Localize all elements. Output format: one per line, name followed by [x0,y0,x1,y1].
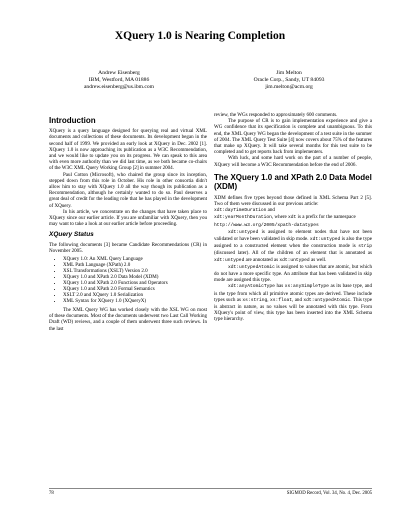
text-run: is assigned to element nodes that have not been validated or have been validated in skip mode. [214,228,372,243]
code-term: xs:float [269,297,292,303]
author-name: Jim Melton [276,70,302,76]
paragraph: review, the WGs responded to approximately 600 comments. [214,112,338,118]
text-run: , where [271,214,289,221]
author-block-1 [54,70,184,91]
section-heading-introduction: Introduction [49,116,96,125]
text-run: is also the type assigned to a constructed element when the construction mode is [214,236,372,250]
list-item: • XSLT 2.0 and XQuery 1.0 Serialization [63,292,207,298]
subsection-heading-status: XQuery Status [49,231,94,239]
list-item: • XQuery 1.0 and XPath 2.0 Formal Semantics [63,286,207,292]
author-block-2 [224,70,354,91]
paragraph [214,283,372,322]
right-column [214,112,372,323]
text-run: as well. [309,256,327,263]
text-run: as its base type, and is the type from which all primitive atomic types are derived. These include types such as [214,283,372,303]
text-run: XDM defines five types beyond those defined in XML Schema Part 2 [5]. Two of them were discussed in our previous article: [214,194,372,208]
code-term: xs:anySimpleType [284,284,329,290]
text-run: has [274,283,285,290]
author-org: Oracle Corp., Sandy, UT 84093 [253,77,325,83]
text-run: . This type is abstract in nature, as no values will be annotated with this type. From XQuery's point of view, this type has been inserted into the XML Schema type hierarchy. [214,296,372,323]
code-term: xdt [288,215,297,221]
text-run: (discussed later). All of the children of an element that is annotated as [214,250,372,257]
namespace-uri: http://www.w3.org/2005/xpath-datatypes [214,222,319,228]
paragraph: The XML Query WG has worked closely with the XSL WG on most of these documents. Most of the documents underwent two Last Call Working Draft (WD) reviews, and a couple of them underwent three such reviews. In the last [49,307,207,332]
code-term: strip [358,244,372,250]
code-term: xdt:anyAtomicType [228,284,275,290]
text-run: is a prefix for the namespace [296,214,356,221]
left-column [49,112,207,332]
code-term: xdt:untyped [214,257,245,263]
list-item: • XQuery 1.0 and XPath 2.0 Data Model (XDM) [63,274,207,280]
paragraph [214,229,372,264]
list-item: • XSL Transformations (XSLT) Version 2.0 [63,268,207,274]
code-term: xdt:untypedAtomic [303,297,351,303]
code-term: xdt:untyped [228,229,259,235]
journal-citation: SIGMOD Record, Vol. 34, No. 4, Dec. 2005 [286,491,372,496]
text-run: is assigned to values that are atomic, but which do not have a more specific type. An attribute that has been validated in skip mode are assigned this type. [214,263,372,284]
paragraph: Paul Cotton (Microsoft), who chaired the group since its inception, stepped down from this role in October. His role in other consortia didn't allow him to stay with XQuery 1.0 all the way though its publication as a Recommendation, although he certainly wanted to do so. Paul deserves a great deal of credit for the leading role that he has played in the development of XQuery. [49,171,207,209]
paragraph: With luck, and some hard work on the part of a number of people, XQuery will become a W3C Recommendation before the end of 2006. [214,155,372,168]
text-run: are annotated as [244,256,280,263]
paragraph: The following documents [3] became Candidate Recommendations (CR) in November 2005. [49,241,207,254]
page-number: 78 [49,491,54,496]
text-run: , [267,296,270,303]
section-heading-data-model: The XQuery 1.0 and XPath 2.0 Data Model (XDM) [214,172,372,191]
paragraph: XQuery is a query language designed for querying real and virtual XML documents and collections of these documents. Its development began in the second half of 1999. We provided an early look at XQuery in Dec. 2002 [1]. XQuery 1.0 is now approaching its publication as a W3C Recommendation, and we would like to update you on its progress. We can speak to this area with even more authority than we did last time, as we both became co-chairs of the W3C XML Query Working Group [2] in summer 2004. [49,128,207,172]
paragraph [214,264,372,284]
author-name: Andrew Eisenberg [98,70,140,76]
list-item: • XQuery 1.0: An XML Query Language [63,256,207,262]
document-list [59,256,207,304]
list-item: • XML Path Language (XPath) 2.0 [63,262,207,268]
paper-title: XQuery 1.0 is Nearing Completion [114,30,286,42]
code-term: xdt:untyped [309,237,341,243]
list-item: • XML Syntax for XQuery 1.0 (XQueryX) [63,298,207,304]
text-run: , and [292,296,304,303]
author-org: IBM, Westford, MA 01886 [88,77,150,83]
author-email: jim.melton@acm.org [265,84,313,90]
text-run: and [266,207,275,214]
paragraph: In his article, we concentrate on the changes that have taken place to XQuery since our earlier article. If you are unfamiliar with XQuery, then you may want to take a look at our earlier article before proceeding. [49,208,207,228]
code-term: xdt:yearMonthDuration [214,215,272,221]
footer-divider [49,488,372,489]
code-term: xs:string [242,297,268,303]
code-term: xdt:dayTimeDuration [214,208,267,214]
code-term: xdt:untyped [279,257,310,263]
author-email: andrew.eisenberg@us.ibm.com [83,84,155,90]
code-term: xdt:untypedAtomic [228,264,275,270]
list-item: • XQuery 1.0 and XPath 2.0 Functions and Operators [63,280,207,286]
paragraph [214,195,372,229]
paragraph: The purpose of CR is to gain implementation experience and give a WG confidence that its specification is complete and unambiguous. To this end, the XML Query WG began the development of a test suite in the summer of 2004. The XML Query Test Suite [4] now covers about 75% of the features that make up XQuery. It will take several months for this test suite to be completed and to get reports back from implementers. [214,118,372,156]
